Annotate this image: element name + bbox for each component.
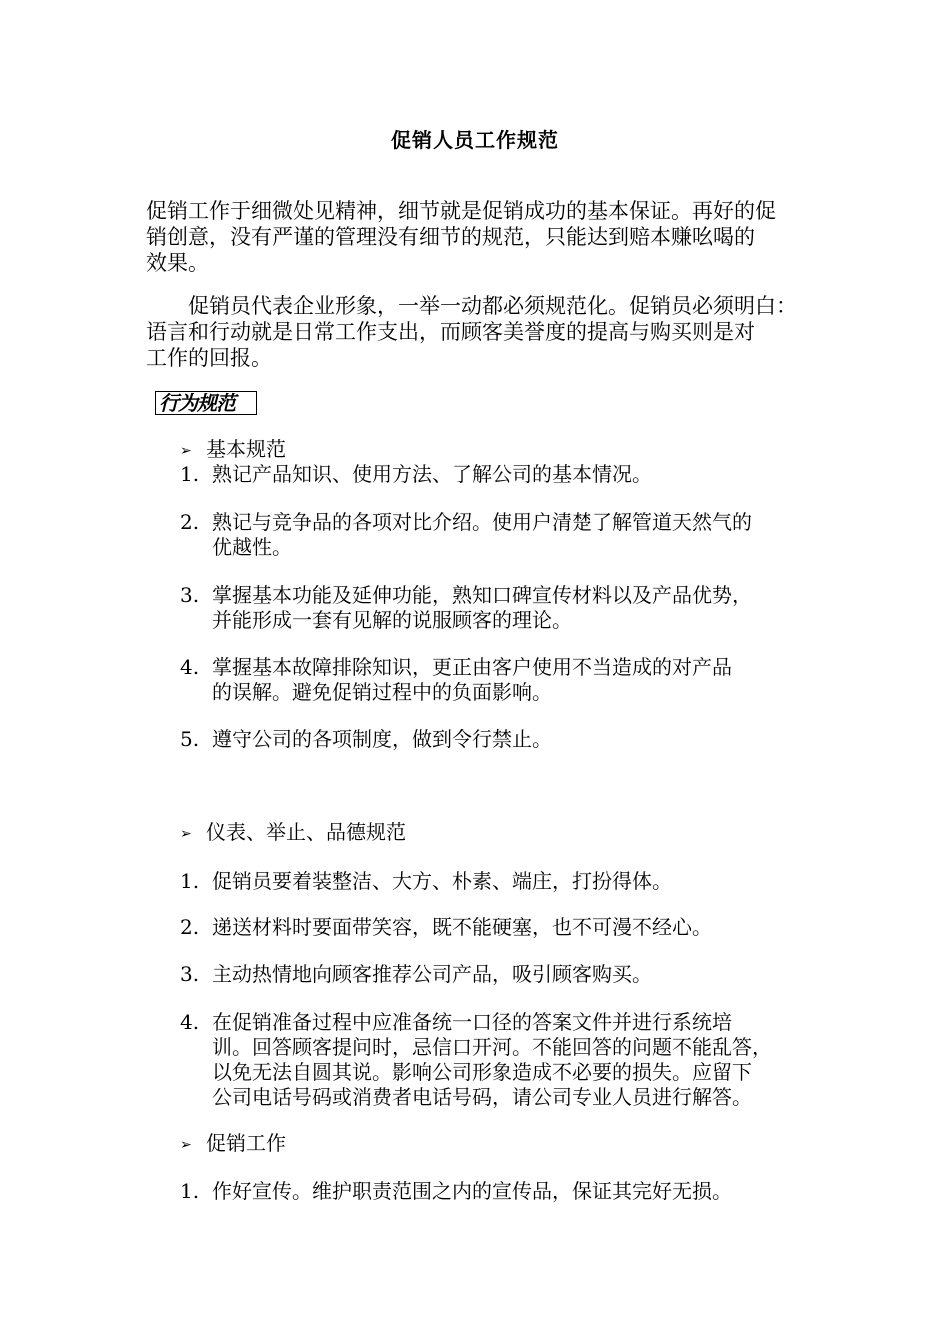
bullet-heading-label: 基本规范 [206, 437, 286, 461]
bullet-heading-promotion [180, 1131, 286, 1157]
list-item-text: 以免无法自圆其说。影响公司形象造成不必要的损失。应留下 [212, 1060, 752, 1084]
section-heading-behavior: 行为规范 [155, 391, 257, 415]
list-item-text: 遵守公司的各项制度，做到令行禁止。 [212, 727, 552, 751]
list-item-text: 主动热情地向顾客推荐公司产品，吸引顾客购买。 [212, 962, 652, 986]
list-item-text: 的误解。避免促销过程中的负面影响。 [212, 680, 552, 704]
list-item-number: 2. [180, 915, 200, 939]
text-line: 效果。 [146, 251, 209, 275]
list-item-number: 4. [180, 655, 200, 679]
list-item-number: 1. [180, 869, 200, 893]
bullet-heading-conduct [180, 820, 406, 846]
bullet-heading-label: 仪表、举止、品德规范 [206, 820, 406, 844]
intro-paragraph-1 [146, 198, 776, 276]
list-item-text: 优越性。 [212, 535, 292, 559]
text-line: 工作的回报。 [146, 346, 272, 370]
text-line: 语言和行动就是日常工作支出，而顾客美誉度的提高与购买则是对 [146, 320, 755, 344]
list-item-number: 3. [180, 583, 200, 607]
list-item-number: 5. [180, 727, 200, 751]
list-item-text: 训。回答顾客提问时，忌信口开河。不能回答的问题不能乱答， [212, 1035, 772, 1059]
list-item-number: 3. [180, 962, 200, 986]
list-item-number: 2. [180, 510, 200, 534]
bullet-heading-basic [180, 437, 286, 463]
list-item-number: 1. [180, 1179, 200, 1203]
list-item-text: 公司电话号码或消费者电话号码，请公司专业人员进行解答。 [212, 1085, 752, 1109]
arrow-bullet-icon: ➢ [180, 826, 192, 842]
bullet-heading-label: 促销工作 [206, 1131, 286, 1155]
list-item-text: 递送材料时要面带笑容，既不能硬塞，也不可漫不经心。 [212, 915, 712, 939]
list-item-number: 1. [180, 462, 200, 486]
list-item-text: 促销员要着装整洁、大方、朴素、端庄，打扮得体。 [212, 869, 672, 893]
text-line: 促销工作于细微处见精神，细节就是促销成功的基本保证。再好的促 [146, 199, 776, 223]
intro-paragraph-2 [146, 293, 797, 371]
list-item-text: 并能形成一套有见解的说服顾客的理论。 [212, 608, 572, 632]
list-item-text: 熟记与竞争品的各项对比介绍。使用户清楚了解管道天然气的 [212, 510, 752, 534]
arrow-bullet-icon: ➢ [180, 443, 192, 459]
list-item-text: 在促销准备过程中应准备统一口径的答案文件并进行系统培 [212, 1010, 732, 1034]
text-line: 销创意，没有严谨的管理没有细节的规范，只能达到赔本赚吆喝的 [146, 225, 755, 249]
list-item-number: 4. [180, 1010, 200, 1034]
arrow-bullet-icon: ➢ [180, 1137, 192, 1153]
list-item-text: 掌握基本功能及延伸功能，熟知口碑宣传材料以及产品优势， [212, 583, 752, 607]
text-line: 促销员代表企业形象，一举一动都必须规范化。促销员必须明白： [188, 294, 797, 318]
page-title: 促销人员工作规范 [391, 128, 559, 152]
list-item-text: 作好宣传。维护职责范围之内的宣传品，保证其完好无损。 [212, 1179, 732, 1203]
list-item-text: 掌握基本故障排除知识，更正由客户使用不当造成的对产品 [212, 655, 732, 679]
list-item-text: 熟记产品知识、使用方法、了解公司的基本情况。 [212, 462, 652, 486]
